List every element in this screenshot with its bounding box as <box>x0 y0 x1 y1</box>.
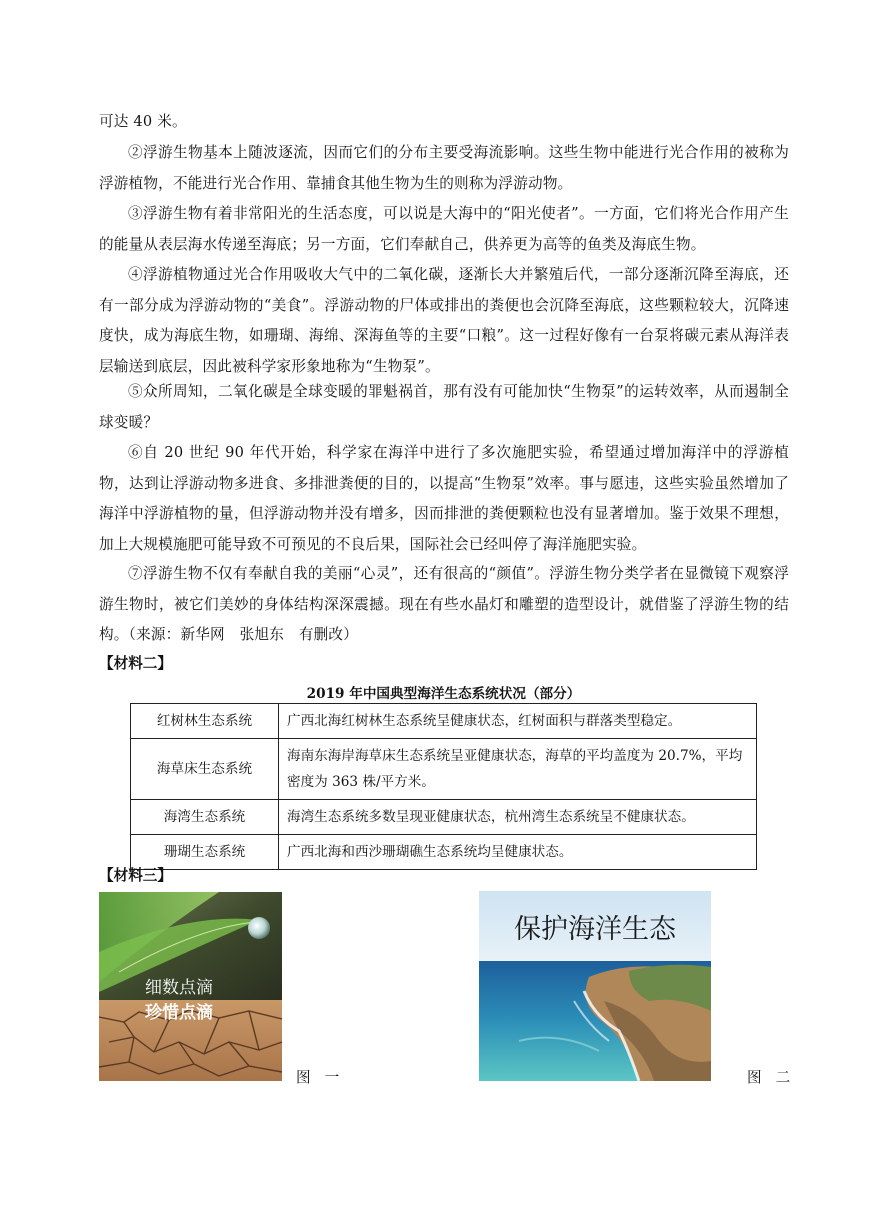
paragraph-6: ⑥自 20 世纪 90 年代开始，科学家在海洋中进行了多次施肥实验，希望通过增加海洋中的浮游植物，达到让浮游动物多进食、多排泄粪便的目的，以提高“生物泵”效率。事与愿违，这些实验虽然增加了海洋中浮游植物的量，但浮游动物并没有增多，因而排泄的粪便颗粒也没有显著增加。鉴于效果不理想，加上大规模施肥可能导致不可预见的不良后果，国际社会已经叫停了海洋施肥实验。 <box>99 444 789 553</box>
water-droplet-icon <box>248 917 270 939</box>
ecosystem-name: 珊瑚生态系统 <box>131 835 279 870</box>
leaf-drought-illustration <box>99 892 282 1081</box>
material-two-heading: 【材料二】 <box>99 655 172 672</box>
figure-one-text-2: 珍惜点滴 <box>145 1003 213 1023</box>
figure-one-image <box>99 892 282 1081</box>
ecosystem-name: 海湾生态系统 <box>131 800 279 835</box>
ecosystem-name: 海草床生态系统 <box>131 739 279 800</box>
table-title: 2019 年中国典型海洋生态系统状况（部分） <box>306 686 581 702</box>
ecosystem-status: 广西北海红树林生态系统呈健康状态，红树面积与群落类型稳定。 <box>279 704 757 739</box>
ecosystem-status: 海南东海岸海草床生态系统呈亚健康状态，海草的平均盖度为 20.7%，平均密度为 363 株/平方米。 <box>279 739 757 800</box>
table-row <box>131 835 757 870</box>
ecosystem-status: 广西北海和西沙珊瑚礁生态系统均呈健康状态。 <box>279 835 757 870</box>
figure-two-title: 保护海洋生态 <box>514 914 676 945</box>
ecosystem-status: 海湾生态系统多数呈现亚健康状态，杭州湾生态系统呈不健康状态。 <box>279 800 757 835</box>
figure-one-text-1: 细数点滴 <box>145 978 213 998</box>
table-row <box>131 800 757 835</box>
ecosystem-name: 红树林生态系统 <box>131 704 279 739</box>
figure-two-caption: 图二 <box>747 1069 805 1086</box>
paragraph-3: ③浮游生物有着非常阳光的生活态度，可以说是大海中的“阳光使者”。一方面，它们将光合作用产生的能量从表层海水传递至海底；另一方面，它们奉献自己，供养更为高等的鱼类及海底生物。 <box>99 205 789 253</box>
paragraph-5: ⑤众所周知，二氧化碳是全球变暖的罪魁祸首，那有没有可能加快“生物泵”的运转效率，从而遏制全球变暖？ <box>99 383 789 431</box>
table-row <box>131 739 757 800</box>
figure-one-caption: 图一 <box>296 1069 354 1086</box>
paragraph-1-continued: 可达 40 米。 <box>99 113 187 130</box>
ocean-coast-illustration <box>479 891 711 1081</box>
material-three-heading: 【材料三】 <box>99 867 172 884</box>
figure-two-image <box>479 891 711 1081</box>
ecosystem-table <box>130 703 757 870</box>
paragraph-2: ②浮游生物基本上随波逐流，因而它们的分布主要受海流影响。这些生物中能进行光合作用的被称为浮游植物，不能进行光合作用、靠捕食其他生物为生的则称为浮游动物。 <box>99 144 789 192</box>
paragraph-4: ④浮游植物通过光合作用吸收大气中的二氧化碳，逐渐长大并繁殖后代，一部分逐渐沉降至海底，还有一部分成为浮游动物的“美食”。浮游动物的尸体或排出的粪便也会沉降至海底，这些颗粒较大，沉降速度快，成为海底生物，如珊瑚、海绵、深海鱼等的主要“口粮”。这一过程好像有一台泵将碳元素从海洋表层输送到底层，因此被科学家形象地称为“生物泵”。 <box>99 266 789 375</box>
paragraph-7: ⑦浮游生物不仅有奉献自我的美丽“心灵”，还有很高的“颜值”。浮游生物分类学者在显微镜下观察浮游生物时，被它们美妙的身体结构深深震撼。现在有些水晶灯和雕塑的造型设计，就借鉴了浮游生物的结构。（来源：新华网 张旭东 有删改） <box>99 565 789 643</box>
table-row <box>131 704 757 739</box>
